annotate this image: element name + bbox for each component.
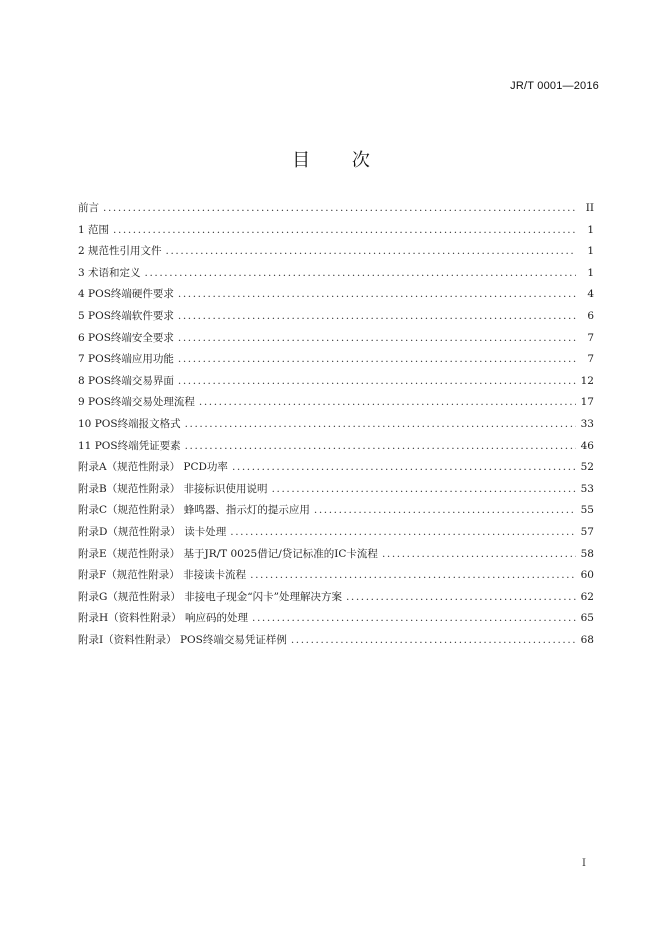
toc-entry[interactable] — [78, 328, 594, 350]
toc-entry[interactable] — [78, 500, 594, 522]
toc-entry[interactable] — [78, 457, 594, 479]
toc-entry-page: 7 — [587, 353, 594, 366]
toc-entry-title: 9 POS终端交易处理流程 — [78, 396, 195, 409]
toc-dot-leader — [145, 263, 576, 285]
page-number: I — [582, 858, 586, 869]
toc-dot-leader — [178, 349, 576, 371]
toc-dot-leader — [232, 457, 576, 479]
toc-dot-leader — [113, 220, 576, 242]
toc-dot-leader — [382, 544, 576, 566]
toc-entry-title: 附录F（规范性附录） 非接读卡流程 — [78, 569, 247, 582]
toc-entry-page: 6 — [587, 309, 594, 322]
table-of-contents — [78, 198, 594, 651]
toc-entry[interactable] — [78, 198, 594, 220]
toc-entry[interactable] — [78, 263, 594, 285]
toc-entry-page: 68 — [580, 633, 594, 646]
toc-entry-page: 65 — [580, 612, 594, 625]
toc-entry-title: 1 范围 — [78, 223, 110, 236]
toc-entry[interactable] — [78, 241, 594, 263]
toc-entry[interactable] — [78, 371, 594, 393]
toc-entry-page: 55 — [580, 504, 594, 517]
toc-entry-page: 1 — [587, 266, 594, 279]
page-title: 目 次 — [292, 150, 388, 171]
toc-entry-title: 附录D（规范性附录） 读卡处理 — [78, 525, 227, 538]
toc-entry-page: 53 — [580, 482, 594, 495]
toc-dot-leader — [178, 284, 576, 306]
toc-entry[interactable] — [78, 306, 594, 328]
toc-entry-page: 17 — [580, 396, 594, 409]
toc-entry[interactable] — [78, 522, 594, 544]
toc-entry-page: 1 — [587, 223, 594, 236]
toc-entry[interactable] — [78, 392, 594, 414]
toc-entry[interactable] — [78, 630, 594, 652]
toc-entry-title: 2 规范性引用文件 — [78, 245, 162, 258]
toc-entry-title: 附录G（规范性附录） 非接电子现金“闪卡”处理解决方案 — [78, 590, 342, 603]
toc-dot-leader — [178, 306, 576, 328]
toc-entry[interactable] — [78, 608, 594, 630]
toc-entry-title: 4 POS终端硬件要求 — [78, 288, 174, 301]
toc-entry-page: 57 — [580, 525, 594, 538]
toc-entry[interactable] — [78, 479, 594, 501]
toc-dot-leader — [346, 587, 576, 609]
toc-entry-title: 附录E（规范性附录） 基于JR/T 0025借记/贷记标准的IC卡流程 — [78, 547, 378, 560]
toc-dot-leader — [185, 414, 576, 436]
toc-entry-page: 62 — [580, 590, 594, 603]
toc-entry-title: 附录B（规范性附录） 非接标识使用说明 — [78, 482, 268, 495]
toc-dot-leader — [185, 436, 576, 458]
toc-entry[interactable] — [78, 220, 594, 242]
toc-dot-leader — [272, 479, 576, 501]
toc-dot-leader — [250, 565, 576, 587]
toc-entry-title: 附录I（资料性附录） POS终端交易凭证样例 — [78, 633, 287, 646]
toc-entry-page: 52 — [580, 461, 594, 474]
toc-entry-page: 60 — [580, 569, 594, 582]
toc-entry-title: 附录A（规范性附录） PCD功率 — [78, 461, 228, 474]
toc-entry[interactable] — [78, 544, 594, 566]
toc-dot-leader — [199, 392, 576, 414]
toc-entry-title: 7 POS终端应用功能 — [78, 353, 174, 366]
document-number: JR/T 0001—2016 — [510, 80, 599, 92]
toc-entry-page: II — [585, 202, 594, 214]
toc-entry[interactable] — [78, 284, 594, 306]
toc-dot-leader — [230, 522, 576, 544]
toc-entry[interactable] — [78, 436, 594, 458]
toc-entry-title: 前言 — [78, 202, 99, 214]
toc-entry-title: 10 POS终端报文格式 — [78, 417, 181, 430]
toc-entry-title: 附录H（资料性附录） 响应码的处理 — [78, 612, 248, 625]
toc-entry-page: 58 — [580, 547, 594, 560]
toc-dot-leader — [291, 630, 576, 652]
toc-entry-title: 附录C（规范性附录） 蜂鸣器、指示灯的提示应用 — [78, 504, 310, 517]
toc-entry-page: 33 — [580, 417, 594, 430]
toc-dot-leader — [178, 371, 576, 393]
toc-entry-title: 11 POS终端凭证要素 — [78, 439, 181, 452]
toc-entry-page: 46 — [580, 439, 594, 452]
toc-entry[interactable] — [78, 587, 594, 609]
toc-entry-title: 8 POS终端交易界面 — [78, 374, 174, 387]
toc-entry-page: 7 — [587, 331, 594, 344]
toc-entry-page: 1 — [587, 245, 594, 258]
toc-entry-title: 3 术语和定义 — [78, 266, 141, 279]
toc-dot-leader — [314, 500, 576, 522]
toc-entry-title: 6 POS终端安全要求 — [78, 331, 174, 344]
toc-entry-page: 12 — [580, 374, 594, 387]
toc-entry[interactable] — [78, 565, 594, 587]
toc-dot-leader — [166, 241, 576, 263]
toc-dot-leader — [103, 198, 576, 220]
toc-entry[interactable] — [78, 414, 594, 436]
toc-entry-title: 5 POS终端软件要求 — [78, 309, 174, 322]
toc-entry-page: 4 — [587, 288, 594, 301]
toc-dot-leader — [178, 328, 576, 350]
toc-dot-leader — [252, 608, 576, 630]
toc-entry[interactable] — [78, 349, 594, 371]
